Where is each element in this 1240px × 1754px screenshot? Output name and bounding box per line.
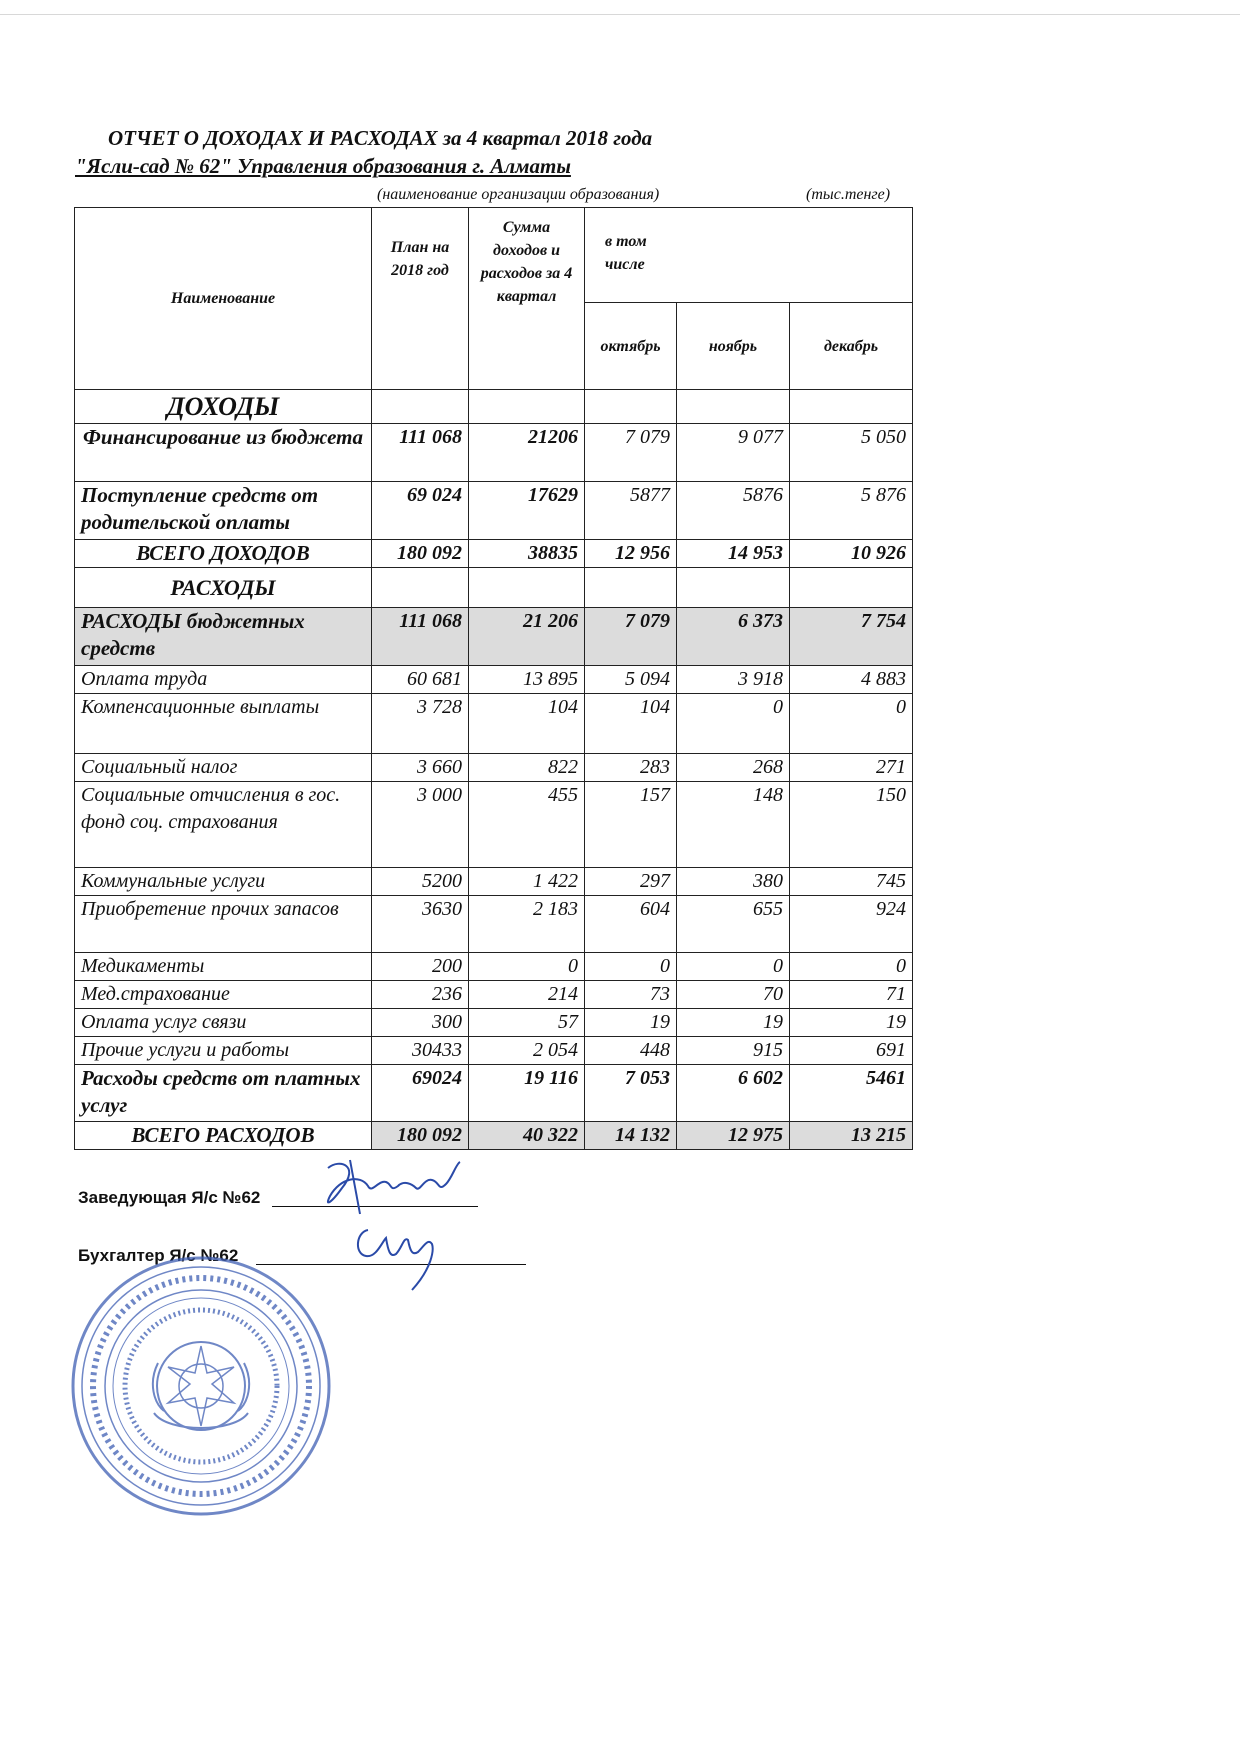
head-signature-icon xyxy=(320,1158,470,1218)
col-header-including: в том числе xyxy=(605,233,647,273)
organization-caption: (наименование организации образования) xyxy=(377,186,660,203)
scan-edge-line xyxy=(0,14,1240,15)
col-header-dec: декабрь xyxy=(790,303,913,390)
table-row: Поступление средств от родительской оплаты 69 024 17629 5877 5876 5 876 xyxy=(75,482,913,540)
table-row: Финансирование из бюджета 111 068 21206 7 079 9 077 5 050 xyxy=(75,424,913,482)
table-row: Мед.страхование 236 214 73 70 71 xyxy=(75,981,913,1009)
table-row: Оплата услуг связи 300 57 19 19 19 xyxy=(75,1009,913,1037)
table-row: Коммунальные услуги 5200 1 422 297 380 745 xyxy=(75,868,913,896)
income-section-title: ДОХОДЫ xyxy=(75,390,372,424)
table-row: Социальные отчисления в гос. фонд соц. страхования 3 000 455 157 148 150 xyxy=(75,782,913,868)
report-title: ОТЧЕТ О ДОХОДАХ И РАСХОДАХ за 4 квартал 2018 года xyxy=(108,126,653,150)
organization-name: "Ясли-сад № 62" Управления образования г. Алматы xyxy=(75,154,571,178)
table-row: Компенсационные выплаты 3 728 104 104 0 0 xyxy=(75,694,913,754)
expense-total-row: ВСЕГО РАСХОДОВ 180 092 40 322 14 132 12 975 13 215 xyxy=(75,1122,913,1150)
round-seal-icon xyxy=(68,1253,334,1519)
table-row: Медикаменты 200 0 0 0 0 xyxy=(75,953,913,981)
col-header-oct: октябрь xyxy=(585,303,677,390)
col-header-sum: Сумма доходов и расходов за 4 квартал xyxy=(469,208,585,390)
paid-services-row: Расходы средств от платных услуг 69024 19 116 7 053 6 602 5461 xyxy=(75,1065,913,1122)
table-row: Оплата труда 60 681 13 895 5 094 3 918 4 883 xyxy=(75,666,913,694)
report-table xyxy=(74,207,913,1150)
table-row: Прочие услуги и работы 30433 2 054 448 915 691 xyxy=(75,1037,913,1065)
col-header-name: Наименование xyxy=(75,208,372,390)
col-header-nov: ноябрь xyxy=(677,303,790,390)
expense-section-title: РАСХОДЫ xyxy=(75,568,372,608)
accountant-signature-label: Бухгалтер Я/с №62 xyxy=(78,1246,239,1265)
budget-expenses-row: РАСХОДЫ бюджетных средств 111 068 21 206 7 079 6 373 7 754 xyxy=(75,608,913,666)
col-header-plan: План на 2018 год xyxy=(372,208,469,390)
accountant-signature-icon xyxy=(352,1224,462,1292)
income-total-row: ВСЕГО ДОХОДОВ 180 092 38835 12 956 14 953 10 926 xyxy=(75,540,913,568)
head-signature-label: Заведующая Я/с №62 xyxy=(78,1188,261,1207)
unit-caption: (тыс.тенге) xyxy=(806,186,891,203)
table-row: Приобретение прочих запасов 3630 2 183 604 655 924 xyxy=(75,896,913,953)
table-row: Социальный налог 3 660 822 283 268 271 xyxy=(75,754,913,782)
